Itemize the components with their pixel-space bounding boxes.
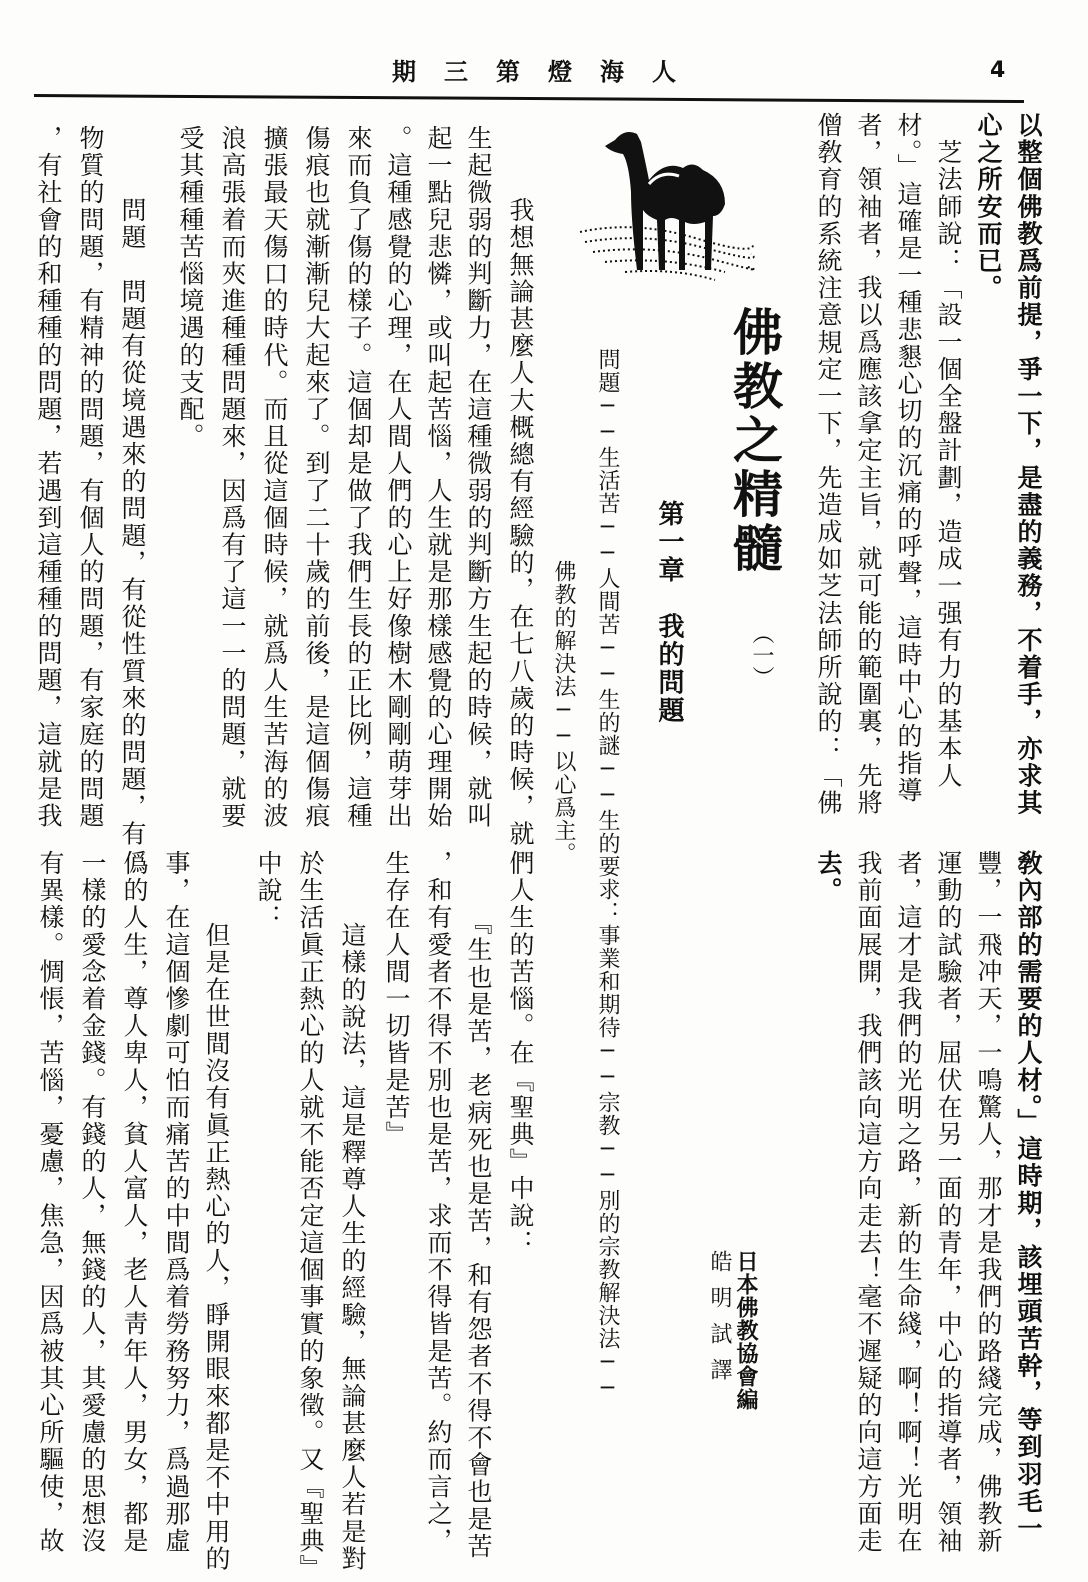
text-column: 運動的試驗者，屈伏在另一面的青年，中心的指導者，領袖 [934, 850, 963, 1555]
camel-in-desert-icon [575, 120, 755, 295]
text-column: 們人生的苦惱。在『聖典』中說： [506, 850, 535, 1257]
text-column: 但是在世間沒有眞正熱心的人，睜開眼來都是不中用的 [202, 895, 231, 1573]
page-number: 4 [990, 58, 1006, 83]
chapter-heading: 第一章 我的問題 [654, 500, 684, 725]
text-column: 中說： [254, 850, 283, 932]
text-column: 僞的人生，尊人卑人，貧人富人，老人靑年人，男女，都是 [120, 850, 149, 1555]
byline-organization: 日本佛教協會編 [733, 1250, 758, 1411]
text-column: 芝法師說：「設一個全盤計劃，造成一强有力的基本人 [934, 112, 963, 790]
text-column: 敎內部的需要的人材。」這時期，該埋頭苦幹，等到羽毛一 [1014, 850, 1043, 1543]
text-column: 有異樣。惆悵，苦惱，憂慮，焦急，因爲被其心所驅使，故 [36, 850, 65, 1555]
magazine-title: 人海燈第三期 [392, 58, 704, 86]
chapter-outline: 問題──生活苦──人間苦──生的謎──生的要求：事業和期待──宗教──別的宗教解決法── [595, 348, 620, 1402]
text-column: 僧敎育的系統注意規定一下，先造成如芝法師所說的：「佛 [814, 112, 843, 817]
text-column: 浪高張着而夾進種種問題來，因爲有了這一一的問題，就要 [218, 125, 247, 830]
text-column: 受其種種苦惱境遇的支配。 [176, 125, 205, 451]
article-part-number: （一） [749, 622, 774, 688]
text-column: 去。 [814, 850, 843, 905]
text-column: 者，領袖者，我以爲應該拿定主旨，就可能的範圍裏，先將 [854, 112, 883, 817]
text-column: 事，在這個慘劇可怕而痛苦的中間爲着勞務努力，爲過那虛 [162, 850, 191, 1555]
text-column: ，和有愛者不得不別也是苦，求而不得皆是苦。約而言之， [424, 850, 453, 1555]
byline-translator: 皓明試譯 [707, 1250, 732, 1394]
text-column: 傷痕也就漸漸兒大起來了。到了二十歲的前後，是這個傷痕 [302, 125, 331, 830]
text-column: 於生活眞正熱心的人就不能否定這個事實的象徵。又『聖典』 [296, 850, 325, 1582]
text-column: 豐，一飛冲天，一鳴驚人，那才是我們的路綫完成，佛教新 [974, 850, 1003, 1555]
text-column: 我想無論甚麼人大概總有經驗的，在七八歲的時候，就 [506, 170, 535, 848]
article-title: 佛教之精髓 [725, 306, 783, 576]
text-column: 『生也是苦，老病死也是苦，和有怨者不得不會也是苦 [464, 895, 493, 1560]
text-column: 一樣的愛念着金錢。有錢的人，無錢的人，其愛慮的思想沒 [78, 850, 107, 1555]
text-column: 材。」這確是一種悲懇心切的沉痛的呼聲，這時中心的指導 [894, 112, 923, 805]
text-column: 擴張最天傷口的時代。而且從這個時候，就爲人生苦海的波 [260, 125, 289, 830]
text-column: ，有社會的和種種的問題，若遇到這種種的問題，這就是我 [34, 125, 63, 830]
text-column: 。這種感覺的心理，在人間人們的心上好像樹木剛剛萌芽出 [384, 125, 413, 830]
text-column: 生起微弱的判斷力，在這種微弱的判斷方生起的時候，就叫 [464, 125, 493, 830]
text-column: 我前面展開，我們該向這方向走去！毫不遲疑的向這方面走 [854, 850, 883, 1555]
chapter-outline-continued: 佛教的解決法──以心爲主。 [551, 560, 576, 865]
text-column: 以整個佛教爲前提，爭一下，是盡的義務，不着手，亦求其 [1014, 112, 1043, 817]
text-column: 問題 問題有從境遇來的問題，有從性質來的問題，有 [118, 170, 147, 848]
header-divider [34, 94, 1024, 103]
text-column: 生存在人間一切皆是苦』 [382, 850, 411, 1149]
text-column: 來而負了傷的樣子。這個却是做了我們生長的正比例，這種 [344, 125, 373, 830]
text-column: 心之所安而已。 [974, 112, 1003, 302]
text-column: 者，這才是我們的光明之路，新的生命綫，啊！啊！光明在 [894, 850, 923, 1555]
text-column: 起一點兒悲憐，或叫起苦惱，人生就是那樣感覺的心理開始 [424, 125, 453, 830]
text-column: 物質的問題，有精神的問題，有個人的問題，有家庭的問題 [76, 125, 105, 830]
text-column: 這樣的說法，這是釋尊人生的經驗，無論甚麼人若是對 [338, 895, 367, 1573]
